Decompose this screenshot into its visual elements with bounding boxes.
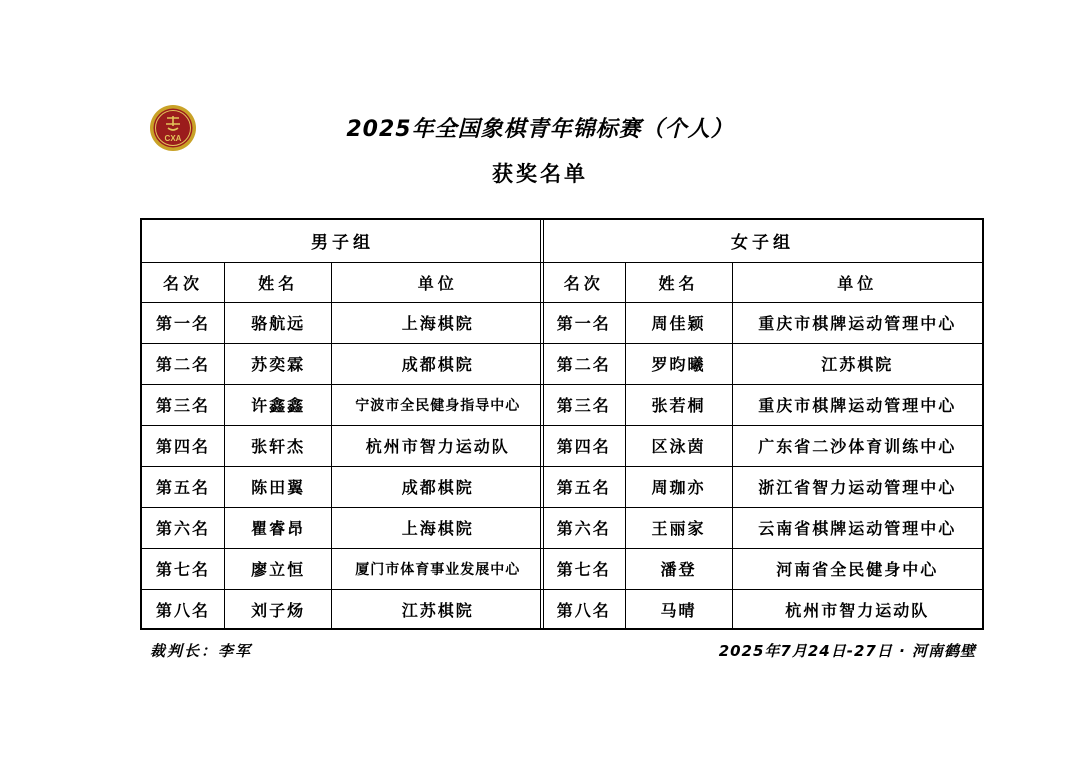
men-name: 苏奕霖 [224, 343, 332, 384]
women-col-unit: 单位 [732, 262, 982, 302]
men-name: 陈田翼 [224, 466, 332, 507]
men-unit: 上海棋院 [332, 507, 543, 548]
men-rank: 第七名 [142, 548, 224, 589]
women-unit: 云南省棋牌运动管理中心 [732, 507, 982, 548]
women-row [543, 589, 982, 630]
women-name: 马晴 [625, 589, 732, 630]
men-row [142, 343, 543, 384]
men-row [142, 302, 543, 343]
women-unit: 重庆市棋牌运动管理中心 [732, 384, 982, 425]
referee-label: 裁判长：李军 [150, 642, 253, 660]
men-unit: 厦门市体育事业发展中心 [332, 548, 543, 589]
page-subtitle: 获奖名单 [492, 162, 588, 186]
awards-table [140, 218, 984, 630]
date-place-label: 2025年7月24日-27日 · 河南鹤壁 [718, 642, 976, 660]
women-name: 张若桐 [625, 384, 732, 425]
men-unit: 宁波市全民健身指导中心 [332, 384, 543, 425]
women-row [543, 425, 982, 466]
men-row [142, 589, 543, 630]
men-name: 骆航远 [224, 302, 332, 343]
women-name: 周佳颖 [625, 302, 732, 343]
men-col-rank: 名次 [142, 262, 224, 302]
women-rank: 第六名 [543, 507, 625, 548]
women-col-name: 姓名 [625, 262, 732, 302]
men-name: 许鑫鑫 [224, 384, 332, 425]
cxa-logo-icon [149, 104, 197, 152]
women-section [543, 220, 982, 628]
men-rank: 第八名 [142, 589, 224, 630]
logo-text: CXA [164, 134, 182, 143]
men-rank: 第三名 [142, 384, 224, 425]
men-row [142, 466, 543, 507]
men-rank: 第六名 [142, 507, 224, 548]
women-unit: 杭州市智力运动队 [732, 589, 982, 630]
women-rank: 第二名 [543, 343, 625, 384]
men-rank: 第二名 [142, 343, 224, 384]
women-unit: 浙江省智力运动管理中心 [732, 466, 982, 507]
men-col-name: 姓名 [224, 262, 332, 302]
women-rank: 第一名 [543, 302, 625, 343]
women-unit: 江苏棋院 [732, 343, 982, 384]
men-row [142, 548, 543, 589]
women-row [543, 466, 982, 507]
men-unit: 江苏棋院 [332, 589, 543, 630]
men-name: 廖立恒 [224, 548, 332, 589]
men-unit: 成都棋院 [332, 343, 543, 384]
page-title: 2025年全国象棋青年锦标赛（个人） [346, 117, 734, 142]
men-rank: 第四名 [142, 425, 224, 466]
women-row [543, 384, 982, 425]
women-rank: 第五名 [543, 466, 625, 507]
women-rank: 第七名 [543, 548, 625, 589]
women-unit: 河南省全民健身中心 [732, 548, 982, 589]
women-rank: 第八名 [543, 589, 625, 630]
men-rank: 第五名 [142, 466, 224, 507]
women-group-header: 女子组 [543, 220, 982, 262]
men-rank: 第一名 [142, 302, 224, 343]
women-name: 区泳茵 [625, 425, 732, 466]
women-row [543, 343, 982, 384]
men-unit: 成都棋院 [332, 466, 543, 507]
men-name: 瞿睿昂 [224, 507, 332, 548]
women-rank: 第三名 [543, 384, 625, 425]
women-row [543, 507, 982, 548]
women-name: 周珈亦 [625, 466, 732, 507]
women-row [543, 548, 982, 589]
men-section [142, 220, 543, 628]
women-row [543, 302, 982, 343]
men-row [142, 507, 543, 548]
men-row [142, 384, 543, 425]
women-name: 潘登 [625, 548, 732, 589]
women-col-rank: 名次 [543, 262, 625, 302]
men-unit: 杭州市智力运动队 [332, 425, 543, 466]
women-name: 罗昀曦 [625, 343, 732, 384]
men-name: 张轩杰 [224, 425, 332, 466]
men-row [142, 425, 543, 466]
women-unit: 重庆市棋牌运动管理中心 [732, 302, 982, 343]
women-rank: 第四名 [543, 425, 625, 466]
men-unit: 上海棋院 [332, 302, 543, 343]
men-group-header: 男子组 [142, 220, 543, 262]
men-col-unit: 单位 [332, 262, 543, 302]
women-name: 王丽家 [625, 507, 732, 548]
women-unit: 广东省二沙体育训练中心 [732, 425, 982, 466]
men-name: 刘子炀 [224, 589, 332, 630]
